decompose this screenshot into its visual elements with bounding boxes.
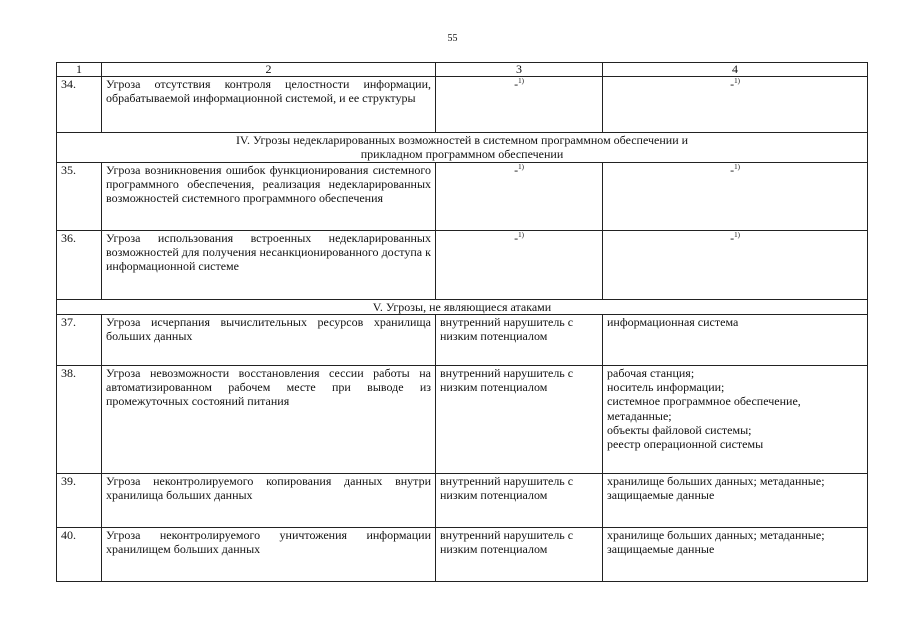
table-header-row bbox=[57, 63, 868, 77]
table-row bbox=[57, 162, 868, 230]
threat-source: внутренний нарушитель с низким потенциалом bbox=[436, 473, 603, 527]
section-title: IV. Угрозы недекларированных возможностей в системном программном обеспечении и прикладном программном обеспечении bbox=[57, 133, 868, 163]
threat-object: информационная система bbox=[603, 314, 868, 365]
page-number: 55 bbox=[447, 33, 458, 44]
threat-description: Угроза возникновения ошибок функционирования системного программного обеспечения, реализация недекларированных возможностей системного программного обеспечения bbox=[102, 162, 436, 230]
table-row bbox=[57, 314, 868, 365]
threat-object: хранилище больших данных; метаданные; защищаемые данные bbox=[603, 473, 868, 527]
table-row bbox=[57, 230, 868, 299]
threat-object: хранилище больших данных; метаданные; защищаемые данные bbox=[603, 527, 868, 581]
column-header-1: 1 bbox=[57, 63, 102, 77]
row-number: 38. bbox=[57, 365, 102, 473]
section-row bbox=[57, 299, 868, 314]
table-row bbox=[57, 473, 868, 527]
section-title: V. Угрозы, не являющиеся атаками bbox=[57, 299, 868, 314]
threat-object: -$^{1)}$ bbox=[603, 230, 868, 299]
threat-source: -$^{1)}$ bbox=[436, 230, 603, 299]
row-number: 39. bbox=[57, 473, 102, 527]
row-number: 37. bbox=[57, 314, 102, 365]
threat-object: -$^{1)}$ bbox=[603, 162, 868, 230]
threat-source: внутренний нарушитель с низким потенциалом bbox=[436, 314, 603, 365]
table-row bbox=[57, 365, 868, 473]
threat-source: внутренний нарушитель с низким потенциалом bbox=[436, 527, 603, 581]
table-row bbox=[57, 527, 868, 581]
column-header-2: 2 bbox=[102, 63, 436, 77]
threat-object: рабочая станция; носитель информации; системное программное обеспечение, метаданные; объекты файловой системы; реестр операционной системы bbox=[603, 365, 868, 473]
row-number: 40. bbox=[57, 527, 102, 581]
section-row bbox=[57, 133, 868, 163]
row-number: 34. bbox=[57, 77, 102, 133]
threat-source: -$^{1)}$ bbox=[436, 77, 603, 133]
threat-object: -$^{1)}$ bbox=[603, 77, 868, 133]
row-number: 35. bbox=[57, 162, 102, 230]
threat-description: Угроза отсутствия контроля целостности информации, обрабатываемой информационной системой, и ее структуры bbox=[102, 77, 436, 133]
threat-description: Угроза неконтролируемого уничтожения информации хранилищем больших данных bbox=[102, 527, 436, 581]
row-number: 36. bbox=[57, 230, 102, 299]
threat-description: Угроза использования встроенных недекларированных возможностей для получения несанкционированного доступа к информационной системе bbox=[102, 230, 436, 299]
threat-description: Угроза исчерпания вычислительных ресурсов хранилища больших данных bbox=[102, 314, 436, 365]
threat-source: внутренний нарушитель с низким потенциалом bbox=[436, 365, 603, 473]
threats-table bbox=[56, 62, 868, 582]
table-row bbox=[57, 77, 868, 133]
threat-source: -$^{1)}$ bbox=[436, 162, 603, 230]
column-header-3: 3 bbox=[436, 63, 603, 77]
threat-description: Угроза неконтролируемого копирования данных внутри хранилища больших данных bbox=[102, 473, 436, 527]
threat-description: Угроза невозможности восстановления сессии работы на автоматизированном рабочем месте при выводе из промежуточных состояний питания bbox=[102, 365, 436, 473]
column-header-4: 4 bbox=[603, 63, 868, 77]
